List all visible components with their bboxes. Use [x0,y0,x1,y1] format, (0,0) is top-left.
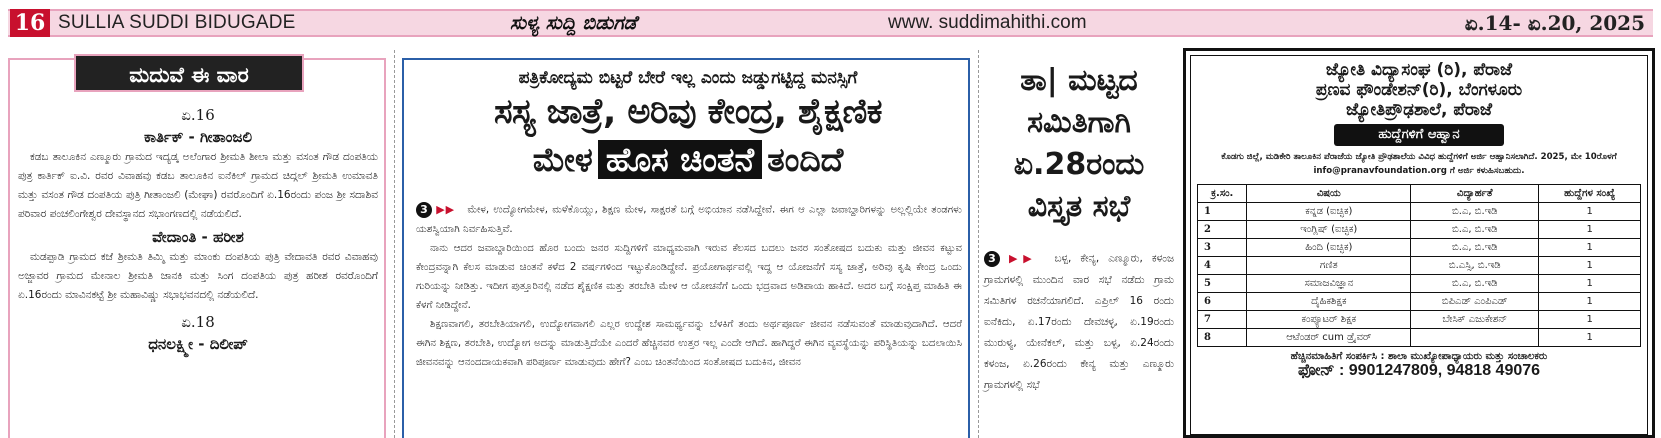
wedding-date: ಏ.18 [181,313,215,331]
table-row [1198,239,1641,257]
table-cell: 1 [1539,293,1641,311]
table-row [1198,221,1641,239]
masthead-logo: ಸುಳ್ಯ ಸುದ್ದಿ ಬಿಡುಗಡೆ [510,12,637,34]
table-header-row [1198,185,1641,203]
table-cell: ಬಿ.ಎಸ್ಸಿ, ಬಿ.ಇಡಿ [1411,257,1539,275]
article-kicker: ಪತ್ರಿಕೋದ್ಯಮ ಬಿಟ್ಟರೆ ಬೇರೆ ಇಲ್ಲ ಎಂದು ಜಡ್ಡುಗಟ್ಟಿದ್ದ ಮನಸ್ಸಿಗೆ [518,68,858,88]
issue-date-range: ಏ.14- ಏ.20, 2025 [1464,11,1645,35]
table-cell [1411,329,1539,347]
table-cell: 6 [1198,293,1247,311]
headline-word: ಮೇಳ [532,140,593,179]
table-cell: ಆಟೆಂಡರ್ cum ಡ್ರೈವರ್ [1247,329,1411,347]
page-header [0,0,1661,48]
advert-banner: ಹುದ್ದೆಗಳಿಗೆ ಆಹ್ವಾನ [1334,124,1504,146]
column-header: ವಿದ್ಯಾರ್ಹತೆ [1411,185,1539,203]
arrow-icon: ▶▶ [436,203,456,216]
table-cell: 4 [1198,257,1247,275]
vacancy-table [1197,184,1641,347]
advert-phone: ಫೋನ್ : 9901247809, 94818 49076 [1297,362,1541,379]
column-header: ಹುದ್ದೆಗಳ ಸಂಖ್ಯೆ [1539,185,1641,203]
job-advertisement [1183,48,1655,438]
table-cell: 1 [1539,275,1641,293]
table-cell: 1 [1539,239,1641,257]
advert-org-line1: ಜ್ಯೋತಿ ವಿದ್ಯಾಸಂಘ (ರಿ), ಪೆರಾಜೆ [1325,60,1513,80]
website-link[interactable]: www. suddimahithi.com [888,12,1087,33]
table-cell: 3 [1198,239,1247,257]
advert-contact-note: ಹೆಚ್ಚಿನಮಾಹಿತಿಗೆ ಸಂಪರ್ಕಿಸಿ : ಶಾಲಾ ಮುಖ್ಯೋಪಾಧ್ಯಾಯರು ಮತ್ತು ಸಂಚಾಲಕರು [1290,351,1548,362]
table-row [1198,293,1641,311]
page-reference-badge: 3 [984,251,1000,267]
column-header: ಕ್ರ.ಸಂ. [1198,185,1247,203]
weddings-section [8,58,386,438]
meeting-headline: ತಾ| ಮಟ್ಟದ ಸಮಿತಿಗಾಗಿ ಏ.28ರಂದು ವಿಸ್ತೃತ ಸಭೆ [1013,63,1145,224]
weddings-list [18,100,378,355]
page-reference-badge: 3 [416,202,432,218]
wedding-details: ಕಡಬ ತಾಲೂಕಿನ ಎಣ್ಮೂರು ಗ್ರಾಮದ ಇದ್ಯಡ್ಕ ಅಲೆಂಗಾರ ಶ್ರೀಮತಿ ಶೀಲಾ ಮತ್ತು ವಸಂತ ಗೌಡ ದಂಪತಿಯ ಪುತ್ರ ಕಾರ್ತಿಕ್ ಐ.ವಿ. ರವರ ವಿವಾಹವು ಕಡಬ ತಾಲೂಕಿನ ಐನೆಕಿಲ್ ಗ್ರಾಮದ ಚಿದ್ಗಲ್ ಶ್ರೀಮತಿ ಉಮಾವತಿ ಮತ್ತು ವಸಂತ ಗೌಡ ದಂಪತಿಯ ಪುತ್ರಿ ಗೀತಾಂಜಲಿ (ಮೇಘಾ) ರವರೊಂದಿಗೆ ಏ.16ರಂದು ಪಂಜ ಶ್ರೀ ಸದಾಶಿವ ಪರಿವಾರ ಪಂಚಲಿಂಗೇಶ್ವರ ದೇವಸ್ಥಾನದ ಸಭಾಂಗಣದಲ್ಲಿ ನಡೆಯಲಿದೆ. [18,151,378,220]
table-cell: 1 [1198,203,1247,221]
article-body [416,200,962,372]
table-cell: ಬಿ.ಎ, ಬಿ.ಇಡಿ [1411,275,1539,293]
table-cell: 1 [1539,311,1641,329]
table-row [1198,275,1641,293]
article-headline-line1: ಸಸ್ಯ ಜಾತ್ರೆ, ಅರಿವು ಕೇಂದ್ರ, ಶೈಕ್ಷಣಿಕ [493,92,883,132]
column-divider [978,50,979,438]
table-cell: ಸಮಾಜವಿಜ್ಞಾನ [1247,275,1411,293]
table-cell: 2 [1198,221,1247,239]
table-cell: 7 [1198,311,1247,329]
wedding-date: ಏ.16 [181,106,215,124]
meeting-body-text: ಬಳ್ಪ, ಕೇನ್ಯ, ಎಣ್ಮೂರು, ಕಳಂಜ ಗ್ರಾಮಗಳಲ್ಲಿ ಮುಂದಿನ ವಾರ ಸಭೆ ನಡೆದು ಗ್ರಾಮ ಸಮಿತಿಗಳ ರಚನೆಯಾಗಲಿದೆ. ಎಪ್ರಿಲ್ 16 ರಂದು ಐನೆಕಿದು, ಏ.17ರಂದು ದೇವಚಳ್ಳ, ಏ.19ರಂದು ಮುರುಳ್ಯ, ಯೇನೆಕಲ್, ಮತ್ತು ಬಳ್ಪ, ಏ.24ರಂದು ಕಳಂಜ, ಏ.26ರಂದು ಕೇನ್ಯ ಮತ್ತು ಎಣ್ಮೂರು ಗ್ರಾಮಗಳಲ್ಲಿ ಸಭೆ [984,252,1174,391]
article-paragraph: ನಾನು ಆದರ ಜವಾಬ್ದಾರಿಯಿಂದ ಹೊರ ಬಂದು ಜನರ ಸುದ್ದಿಗಳಿಗೆ ಮಾಧ್ಯಮವಾಗಿ ಇರುವ ಕೆಲಸದ ಬದಲು ಜನರ ಸಂತೋಷದ ಬದುಕು ಮತ್ತು ಜೀವನ ಕಟ್ಟುವ ಕೇಂದ್ರವನ್ನಾಗಿ ಕೆಲಸ ಮಾಡುವ ಚಿಂತನೆ ಕಳೆದ 2 ವರ್ಷಗಳಿಂದ ಇಟ್ಟುಕೊಂಡಿದ್ದೇನೆ. ಪ್ರಯೋಗಾರ್ಥವಲ್ಲಿ ಇದ್ದ ಆ ಯೋಜನೆಗೆ ಸಸ್ಯ ಜಾತ್ರೆ, ಅರಿವು ಕೃಷಿ ಕೇಂದ್ರ ಒಂದು ಗುರಿಯನ್ನು ನೀಡಿತ್ತು. ಇದೀಗ ಪುತ್ತೂರಿನಲ್ಲಿ ನಡೆದ ಶೈಕ್ಷಣಿಕ ಮತ್ತು ತರಬೇತಿ ಮೇಳ ಆ ಯೋಚನೆಗೆ ಒಂದು ಭದ್ರವಾದ ಅಡಿಪಾಯ ಹಾಕಿದೆ. ಅದರ ಬಗ್ಗೆ ಸಂಕ್ಷಿಪ್ತ ಮಾಹಿತಿ ಈ ಕೆಳಗೆ ನೀಡಿದ್ದೇನೆ. [416,242,962,311]
publication-name: SULLIA SUDDI BIDUGADE [58,12,296,33]
table-cell: ಕನ್ನಡ (ಐಚ್ಛಿಕ) [1247,203,1411,221]
page-number: 16 [10,9,50,37]
wedding-couple: ಕಾರ್ತಿಕ್ - ಗೀತಾಂಜಲಿ [143,128,253,146]
table-cell: ಇಂಗ್ಲಿಷ್ (ಐಚ್ಛಿಕ) [1247,221,1411,239]
advert-org-line3: ಜ್ಯೋತಿಪ್ರೌಢಶಾಲೆ, ಪೆರಾಜೆ [1345,100,1493,120]
table-cell: ಗಣಿತ [1247,257,1411,275]
table-cell: ದೈಹಿಕಶಿಕ್ಷಕ [1247,293,1411,311]
arrow-icon: ▶▶ [1009,252,1038,265]
advert-note: ಕೊಡಗು ಜಿಲ್ಲೆ, ಮಡಿಕೇರಿ ತಾಲೂಕಿನ ಪೆರಾಜೆಯ ಜ್ಯೋತಿ ಪ್ರೌಢಶಾಲೆಯ ವಿವಿಧ ಹುದ್ದೆಗಳಿಗೆ ಅರ್ಜಿ ಆಹ್ವಾನಿಸಲಾಗಿದೆ. 2025, ಮೇ 10ರೊಳಗೆ info@pranavfoundation.org ಗೆ ಅರ್ಜಿ ಕಳುಹಿಸಬಹುದು. [1221,152,1617,176]
feature-article [402,58,970,438]
table-cell: ಕಂಪ್ಯೂಟರ್ ಶಿಕ್ಷಕ [1247,311,1411,329]
wedding-couple: ವೇದಾಂತಿ - ಹರೀಶ [152,228,244,246]
table-cell: 1 [1539,203,1641,221]
table-cell: 8 [1198,329,1247,347]
table-cell: ಹಿಂದಿ (ಐಚ್ಛಿಕ) [1247,239,1411,257]
headline-highlight: ಹೊಸ ಚಿಂತನೆ [598,140,762,179]
table-cell: 5 [1198,275,1247,293]
weddings-title: ಮದುವೆ ಈ ವಾರ [74,54,304,92]
table-cell: ಬಿ.ಎ, ಬಿ.ಇಡಿ [1411,239,1539,257]
article-paragraph: ಶಿಕ್ಷಣವಾಗಲಿ, ತರಬೇತಿಯಾಗಲಿ, ಉದ್ಯೋಗವಾಗಲಿ ಎಲ್ಲರ ಉದ್ದೇಶ ಸಾಮರ್ಥ್ಯವನ್ನು ಬೆಳಕಿಗೆ ತಂದು ಅರ್ಥಪೂರ್ಣ ಜೀವನ ನಡೆಸುವಂತೆ ಮಾಡುವುದಾಗಿದೆ. ಆದರೆ ಈಗಿನ ಶಿಕ್ಷಣ, ತರಬೇತಿ, ಉದ್ಯೋಗ ಅದನ್ನು ಮಾಡುತ್ತಿದೆಯೇ ಎಂದರೆ ಹೆಚ್ಚಿನವರ ಉತ್ತರ ಇಲ್ಲ ಎಂದೇ ಆಗಿದೆ. ಹಾಗಿದ್ದರೆ ಈಗಿನ ವ್ಯವಸ್ಥೆಯನ್ನು ಪರಿಸ್ಥಿತಿಯನ್ನು ಬದಲಾಯಿಸಿ ಜೀವನವನ್ನು ಆನಂದದಾಯಕವಾಗಿ ಪರಿಪೂರ್ಣ ಮಾಡುವುದು ಹೇಗೆ? ಎಂಬ ಚಿಂತನೆಯಿಂದ ಸಂತೋಷದ ಬದುಕಿನ, ಜೀವನ [416,318,962,368]
table-cell: 1 [1539,329,1641,347]
table-row [1198,203,1641,221]
meeting-body [984,248,1174,396]
article-paragraph-text: ಮೇಳ, ಉದ್ಯೋಗಮೇಳ, ಮಳೆಕೊಯ್ಲು, ಶಿಕ್ಷಣ ಮೇಳ, ಸಾಕ್ಷರತೆ ಬಗ್ಗೆ ಅಭಿಯಾನ ನಡೆಸಿದ್ದೇವೆ. ಈಗ ಆ ಎಲ್ಲಾ ಜವಾಬ್ದಾರಿಗಳನ್ನು ಅಲ್ಲಲ್ಲಿಯೇ ತಂಡಗಳು ಯಶಸ್ವಿಯಾಗಿ ನಿರ್ವಹಿಸುತ್ತಿವೆ. [416,204,962,235]
table-row [1198,257,1641,275]
advert-frame [1190,55,1648,435]
article-headline-line2 [412,140,964,180]
table-cell: ಬಿ.ಎ, ಬಿ.ಇಡಿ [1411,221,1539,239]
wedding-details: ಮಡಪ್ಪಾಡಿ ಗ್ರಾಮದ ಕಜೆ ಶ್ರೀಮತಿ ತಿಮ್ಮಿ ಮತ್ತು ಮಾಂಕು ದಂಪತಿಯ ಪುತ್ರಿ ವೇದಾವತಿ ರವರ ವಿವಾಹವು ಅಜ್ಜಾವರ ಗ್ರಾಮದ ಮೇನಾಲ ಶ್ರೀಮತಿ ಜಾನಕಿ ಮತ್ತು ಸಿಂಗ ದಂಪತಿಯ ಪುತ್ರ ಹರೀಶ ರವರೊಂದಿಗೆ ಏ.16ರಂದು ಮಾವಿನಕಟ್ಟೆ ಶ್ರೀ ಮಹಾವಿಷ್ಣು ಸಭಾಭವನದಲ್ಲಿ ನಡೆಯಲಿದೆ. [18,251,378,301]
wedding-couple: ಧನಲಕ್ಷ್ಮೀ - ದಿಲೀಪ್ [148,335,248,353]
headline-word: ತಂದಿದೆ [767,140,844,179]
table-cell: 1 [1539,221,1641,239]
table-cell: ಬೇಸಿಕ್ ಎಜುಕೇಶನ್ [1411,311,1539,329]
table-cell: ಬಿ.ಎ, ಬಿ.ಇಡಿ [1411,203,1539,221]
meeting-article [984,58,1174,438]
table-cell: 1 [1539,257,1641,275]
column-header: ವಿಷಯ [1247,185,1411,203]
advert-org-line2: ಪ್ರಣವ ಫೌಂಡೇಶನ್(ರಿ), ಬೆಂಗಳೂರು [1315,80,1523,100]
table-cell: ಬಿಪಿಎಡ್ ಎಂಪಿಎಡ್ [1411,293,1539,311]
table-row [1198,329,1641,347]
article-paragraph [416,200,962,239]
column-divider [394,50,395,438]
table-row [1198,311,1641,329]
